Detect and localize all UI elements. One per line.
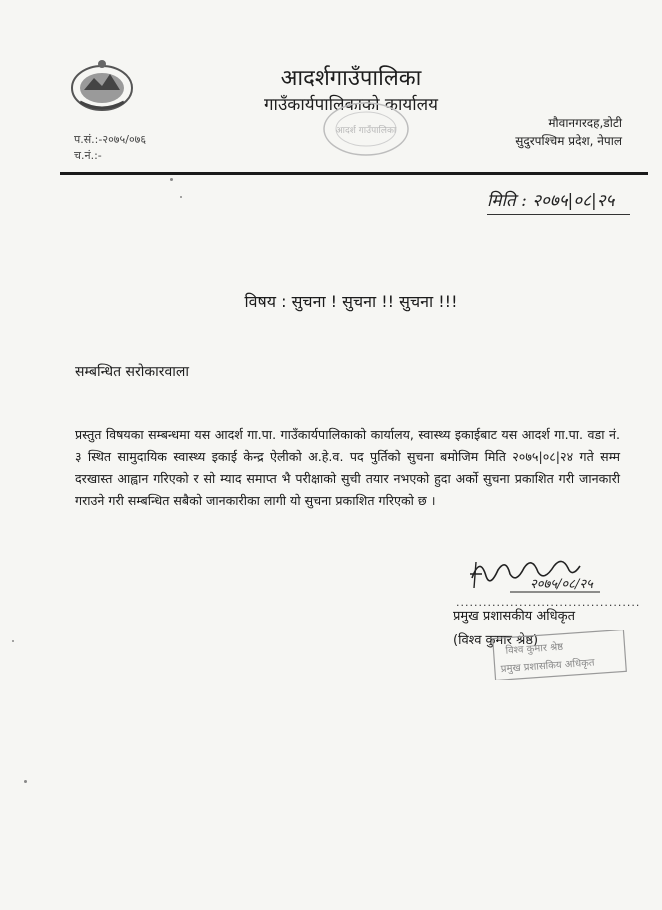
- office-name: गाउँकार्यपालिकाको कार्यालय: [263, 95, 439, 115]
- subject-line: विषय : सुचना ! सुचना !! सुचना !!!: [244, 292, 458, 311]
- officer-title: प्रमुख प्रशासकीय अधिकृत: [453, 609, 576, 624]
- officer-name: (विश्व कुमार श्रेष्ठ): [453, 633, 539, 648]
- scan-speck: [170, 178, 173, 181]
- header-divider: [60, 172, 648, 175]
- salutation: सम्बन्धित सरोकारवाला: [75, 364, 189, 380]
- office-seal-icon: [320, 100, 412, 158]
- scan-speck: [180, 196, 182, 198]
- signed-date: २०७५/०८/२५: [530, 577, 593, 592]
- signature-dots: .........................................: [456, 596, 641, 609]
- dispatch-number: च.नं.:-: [74, 149, 102, 162]
- stamp-line-1: विश्व कुमार श्रेष्ठ: [505, 641, 564, 657]
- office-address: [515, 114, 622, 150]
- reference-block: [74, 132, 146, 164]
- stamp-line-2: प्रमुख प्रशासकिय अधिकृत: [500, 657, 595, 676]
- address-line-2: सुदुरपश्चिम प्रदेश, नेपाल: [515, 134, 622, 148]
- org-name: आदर्शगाउँपालिका: [280, 66, 422, 91]
- ref-number: प.सं.:-२०७५/०७६: [74, 133, 147, 146]
- address-line-1: मौवानगरदह,डोटी: [548, 116, 622, 130]
- officer-stamp-icon: [492, 630, 627, 680]
- date-underline: [487, 214, 630, 215]
- seal-text: आदर्श गाउँपालिका: [335, 126, 397, 136]
- scan-speck: [24, 780, 27, 783]
- scan-speck: [12, 640, 14, 642]
- body-paragraph: प्रस्तुत विषयका सम्बन्धमा यस आदर्श गा.पा. गाउँकार्यपालिकाको कार्यालय, स्वास्थ्य इकाईबाट यस आदर्श गा.पा. वडा नं. ३ स्थित सामुदायिक स्वास्थ्य इकाई केन्द्र ऐलीको अ.हे.व. पद पुर्तिको सुचना बमोजिम मिति २०७५|०८|२४ गते सम्म दरखास्त आह्वान गरिएको र सो म्याद समाप्त भै परीक्षाको सुची तयार नभएको हुदा अर्को सुचना प्रकाशित गरी जानकारी गराउने गरी सम्बन्धित सबैको जानकारीका लागी यो सुचना प्रकाशित गरिएको छ ।: [75, 427, 620, 508]
- letter-date: मिति : २०७५|०८|२५: [487, 191, 615, 211]
